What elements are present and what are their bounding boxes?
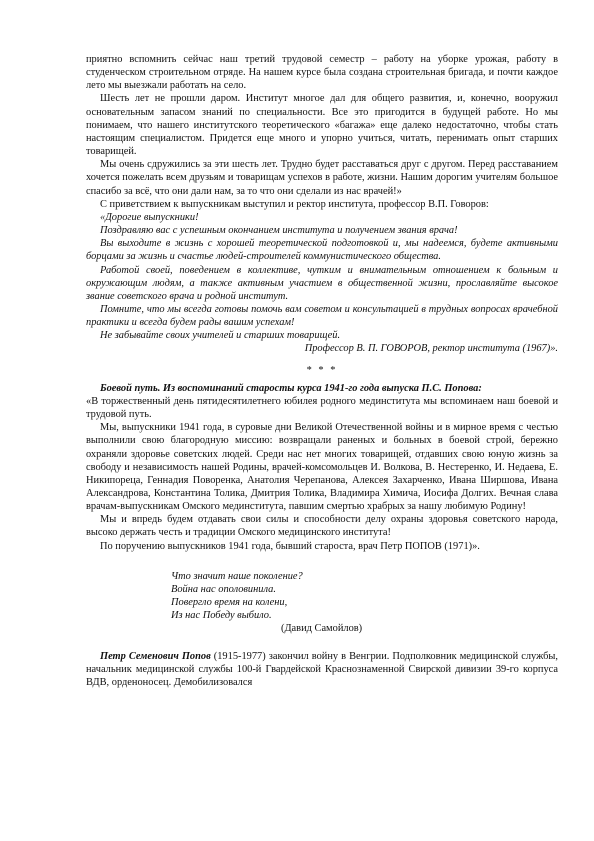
paragraph-pledge: Мы и впредь будем отдавать свои силы и способности делу охраны здоровья советского народа, высоко держать честь и традиции Омского медицинского института! bbox=[86, 514, 558, 539]
quote-congrats: Поздравляю вас с успешным окончанием института и получением звания врача! bbox=[100, 225, 458, 237]
paragraph-friendship: Мы очень сдружились за эти шесть лет. Трудно будет расставаться друг с другом. Перед расставанием хочется пожелать всем друзьям и товарищам успехов в работе, жизни. Нашим дорогим учителям большое спасибо за всё, что они дали нам, за то что они сделали из нас врачей!» bbox=[86, 159, 558, 197]
paragraph-jubilee: «В торжественный день пятидесятилетнего юбилея родного мединститута мы вспоминаем наш боевой и трудовой путь. bbox=[86, 395, 558, 421]
paragraph-biography bbox=[86, 650, 558, 689]
bio-name: Петр Семенович Попов bbox=[100, 650, 211, 662]
quote-teachers: Не забывайте своих учителей и старших товарищей. bbox=[100, 330, 341, 342]
poem-line: Из нас Победу выбило. bbox=[171, 610, 272, 622]
paragraph-graduates-1941: Мы, выпускники 1941 года, в суровые дни Великой Отечественной войны и в мирное время с честью выполнили свою благородную миссию: возвращали раненых и больных в боевой строй, бережно охраняли здоровье советских людей. Среди нас нет многих товарищей, отдавших свою юную жизнь за свободу и независимость нашей Родины, врачей-комсомольцев И. Волкова, В. Нестеренко, И. Недаева, Е. Никипореца, Геннадия Поворенка, Анатолия Черепанова, Алексея Захарченко, Ивана Ширшова, Ивана Александрова, Константина Толика, Дмитрия Толика, Владимира Химича, Иосифа Долгих. Вечная слава врачам-выпускникам Омского мединститута, павшим смертью храбрых за нашу любимую Родину! bbox=[86, 422, 558, 513]
popov-signature: По поручению выпускников 1941 года, бывший староста, врач Петр ПОПОВ (1971)». bbox=[100, 540, 480, 552]
rector-signature: Профессор В. П. ГОВОРОВ, ректор института (1967)». bbox=[304, 343, 558, 355]
poem-line: Повергло время на колени, bbox=[171, 597, 288, 609]
quote-work: Работой своей, поведением в коллективе, чутким и внимательным отношением к больным и окружающим людям, а также активным участием в общественной жизни, прославляйте высокое звание советского врача и родной институт. bbox=[86, 264, 558, 302]
quote-greeting: «Дорогие выпускники! bbox=[100, 211, 199, 223]
section-heading: Боевой путь. Из воспоминаний старосты курса 1941-го года выпуска П.С. Попова: bbox=[100, 382, 482, 394]
bio-text: (1915-1977) закончил войну в Венгрии. Подполковник медицинской службы, начальник медицинской службы 100-й Гвардейской Краснознаменной Свирской дивизии 39-го корпуса ВДВ, орденоносец. Демобилизовался bbox=[86, 650, 558, 688]
poem-author: (Давид Самойлов) bbox=[281, 623, 363, 635]
quote-help: Помните, что мы всегда готовы помочь вам советом и консультацией в трудных вопросах врачебной практики и всегда будем рады вашим успехам! bbox=[86, 303, 558, 329]
section-divider: * * * bbox=[306, 364, 338, 376]
paragraph-six-years: Шесть лет не прошли даром. Институт многое дал для общего развития, и, конечно, вооружил основательным запасом знаний по специальности. Все это пригодится в будущей работе. Но мы понимаем, что нашего институтского теоретического «багажа» еще далеко недостаточно, чтобы стать настоящим специалистом. Придется еще много и упорно учиться, читать, перенимать опыт старших товарищей. bbox=[86, 93, 558, 158]
paragraph-semester: приятно вспомнить сейчас наш третий трудовой семестр – работу на уборке урожая, работу в студенческом строительном отряде. На нашем курсе была создана строительная бригада, и почти каждое лето мы выезжали работать на село. bbox=[86, 54, 558, 92]
poem-block bbox=[171, 570, 558, 636]
document-page bbox=[86, 53, 558, 689]
quote-life: Вы выходите в жизнь с хорошей теоретической подготовкой и, мы надеемся, будете активными борцами за жизнь и счастье людей-строителей коммунистического общества. bbox=[86, 238, 558, 263]
poem-line: Война нас ополовинила. bbox=[171, 583, 276, 595]
poem-line: Что значит наше поколение? bbox=[171, 570, 303, 582]
paragraph-rector-intro: С приветствием к выпускникам выступил и ректор института, профессор В.П. Говоров: bbox=[100, 198, 489, 210]
